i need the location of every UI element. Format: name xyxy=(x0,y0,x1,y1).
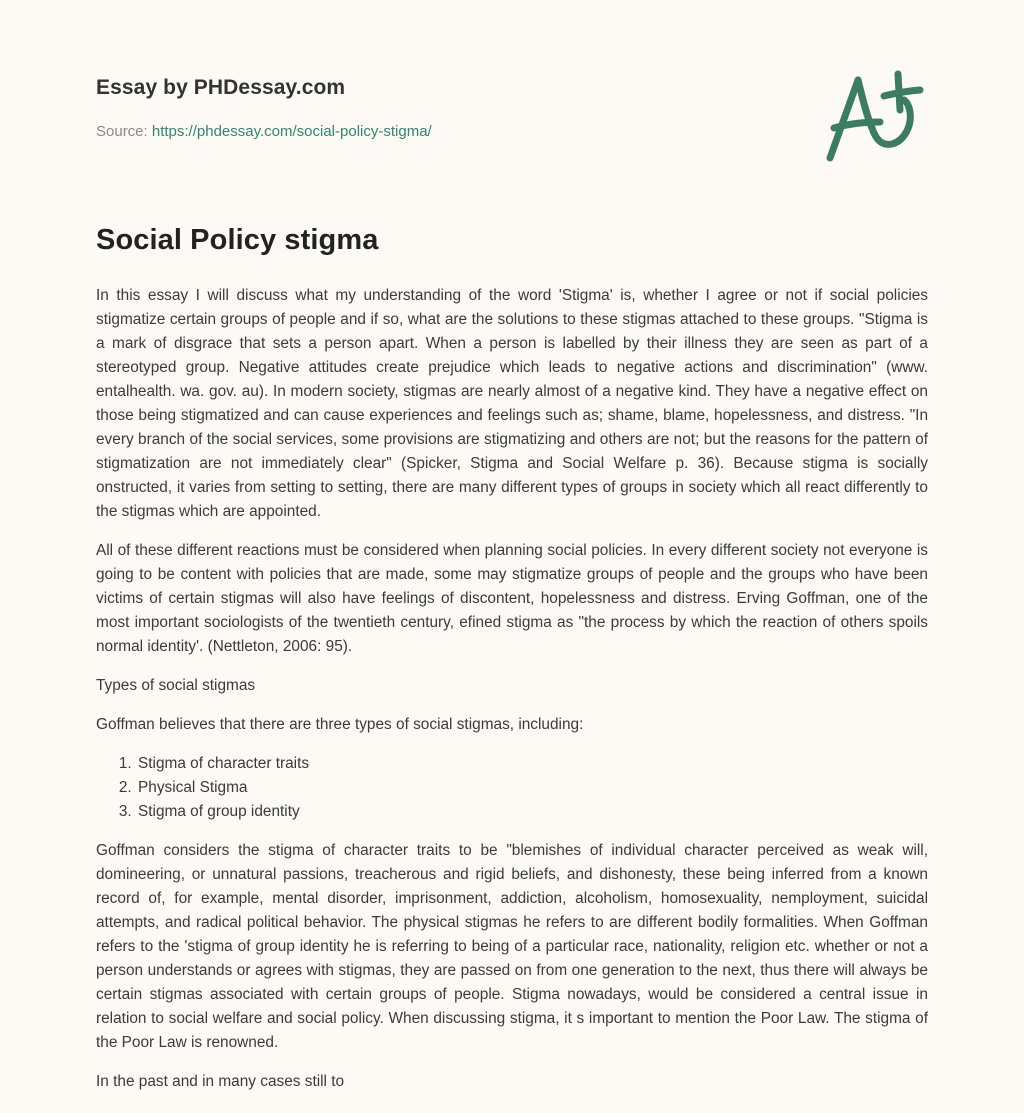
source-link[interactable]: https://phdessay.com/social-policy-stigma/ xyxy=(151,123,432,140)
source-label: Source: xyxy=(96,123,148,140)
section-subheading: Types of social stigmas xyxy=(96,677,256,694)
list-item: 3. Stigma of group identity xyxy=(136,800,928,824)
essay-body xyxy=(96,284,928,1109)
essay-title: Social Policy stigma xyxy=(96,224,379,256)
list-item: 2. Physical Stigma xyxy=(136,776,928,800)
a-plus-grade-icon xyxy=(818,66,930,166)
essay-paragraph: Goffman believes that there are three types of social stigmas, including: xyxy=(96,716,584,733)
site-title: Essay by PHDessay.com xyxy=(96,76,346,99)
source-line xyxy=(96,123,432,140)
list-item: 1. Stigma of character traits xyxy=(136,752,928,776)
essay-paragraph: All of these different reactions must be considered when planning social policies. In every different society not everyone is going to be content with policies that are made, some may stigmatize groups of people and the groups who have been victims of certain stigmas will also have feelings of discontent, hopelessness and distress. Erving Goffman, one of the most important sociologists of the twentieth century, efined stigma as "the process by which the reaction of others spoils normal identity'. (Nettleton, 2006: 95). xyxy=(96,542,928,655)
stigma-types-list xyxy=(96,752,928,824)
essay-paragraph-truncated: In the past and in many cases still to xyxy=(96,1073,345,1090)
essay-paragraph: Goffman considers the stigma of character traits to be "blemishes of individual character perceived as weak will, domineering, or unnatural passions, treacherous and rigid beliefs, and dishonesty, these being inferred from a known record of, for example, mental disorder, imprisonment, addiction, alcoholism, homosexuality, nemployment, suicidal attempts, and radical political behavior. The physical stigmas he refers to are different bodily formalities. When Goffman refers to the 'stigma of group identity he is referring to being of a particular race, nationality, religion etc. whether or not a person understands or agrees with stigmas, they are passed on from one generation to the next, thus there will always be certain stigmas associated with certain groups of people. Stigma nowadays, would be considered a central issue in relation to social welfare and social policy. When discussing stigma, it s important to mention the Poor Law. The stigma of the Poor Law is renowned. xyxy=(96,842,928,1051)
essay-paragraph: In this essay I will discuss what my understanding of the word 'Stigma' is, whether I agree or not if social policies stigmatize certain groups of people and if so, what are the solutions to these stigmas attached to these groups. "Stigma is a mark of disgrace that sets a person apart. When a person is labelled by their illness they are seen as part of a stereotyped group. Negative attitudes create prejudice which leads to negative actions and discrimination" (www. entalhealth. wa. gov. au). In modern society, stigmas are nearly almost of a negative kind. They have a negative effect on those being stigmatized and can cause experiences and feelings such as; shame, blame, hopelessness, and distress. "In every branch of the social services, some provisions are stigmatizing and others are not; but the reasons for the pattern of stigmatization are not immediately clear" (Spicker, Stigma and Social Welfare p. 36). Because stigma is socially onstructed, it varies from setting to setting, there are many different types of groups in society which all react differently to the stigmas which are appointed. xyxy=(96,287,928,520)
